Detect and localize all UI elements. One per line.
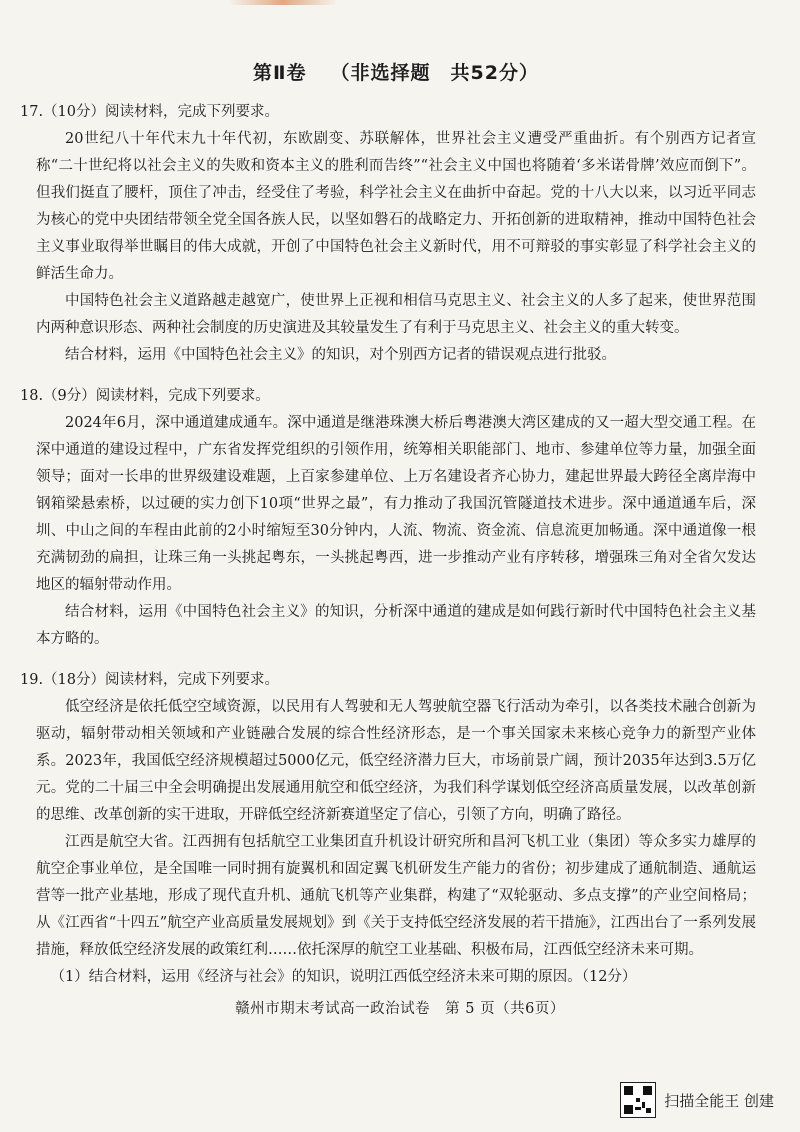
question-17 xyxy=(20,99,756,369)
top-edge-stain xyxy=(228,0,338,5)
qr-code-icon xyxy=(620,1082,656,1118)
material-paragraph: 20世纪八十年代末九十年代初，东欧剧变、苏联解体，世界社会主义遭受严重曲折。有个别西方记者宣称“二十世纪将以社会主义的失败和资本主义的胜利而告终”“社会主义中国也将随着‘多米诺骨牌’效应而倒下”。但我们挺直了腰杆，顶住了冲击，经受住了考验，科学社会主义在曲折中奋起。党的十八大以来，以习近平同志为核心的党中央团结带领全党全国各族人民，以坚如磐石的战略定力、开拓创新的进取精神，推动中国特色社会主义事业取得举世瞩目的伟大成就，开创了中国特色社会主义新时代，用不可辩驳的事实彰显了科学社会主义的鲜活生命力。 xyxy=(36,131,756,282)
question-18 xyxy=(20,383,756,653)
question-19 xyxy=(20,667,756,991)
section-part: 第Ⅱ卷 xyxy=(253,62,307,84)
question-prompt: 结合材料，运用《中国特色社会主义》的知识，分析深中通道的建成是如何践行新时代中国特色社会主义基本方略的。 xyxy=(36,604,756,647)
material-paragraph: 中国特色社会主义道路越走越宽广，使世界上正视和相信马克思主义、社会主义的人多了起来，使世界范围内两种意识形态、两种社会制度的历史演进及其较量发生了有利于马克思主义、社会主义的重大转变。 xyxy=(36,293,756,336)
section-desc: （非选择题 共52分） xyxy=(330,62,539,84)
page-footer: 赣州市期末考试高一政治试卷 第 5 页（共6页） xyxy=(235,1001,565,1017)
material-paragraph: 2024年6月，深中通道建成通车。深中通道是继港珠澳大桥后粤港澳大湾区建成的又一超大型交通工程。在深中通道的建设过程中，广东省发挥党组织的引领作用，统筹相关职能部门、地市、参建单位等力量，加强全面领导；面对一长串的世界级建设难题，上百家参建单位、上万名建设者齐心协力，建起世界最大跨径全离岸海中钢箱梁悬索桥，以过硬的实力创下10项“世界之最”，有力推动了我国沉管隧道技术进步。深中通道通车后，深圳、中山之间的车程由此前的2小时缩短至30分钟内，人流、物流、资金流、信息流更加畅通。深中通道像一根充满韧劲的扁担，让珠三角一头挑起粤东，一头挑起粤西，进一步推动产业有序转移，增强珠三角对全省欠发达地区的辐射带动作用。 xyxy=(36,415,756,593)
exam-page xyxy=(20,58,756,1005)
material-paragraph: 低空经济是依托低空空域资源，以民用有人驾驶和无人驾驶航空器飞行活动为牵引，以各类技术融合创新为驱动，辐射带动相关领域和产业链融合发展的综合性经济形态，是一个事关国家未来核心竞争力的新型产业体系。2023年，我国低空经济规模超过5000亿元，低空经济潜力巨大，市场前景广阔，预计2035年达到3.5万亿元。党的二十届三中全会明确提出发展通用航空和低空经济，为我们科学谋划低空经济高质量发展，以改革创新的思维、改革创新的实干进取，开辟低空经济新赛道坚定了信心，引领了方向，明确了路径。 xyxy=(36,699,756,823)
sub-question: （1）结合材料，运用《经济与社会》的知识，说明江西低空经济未来可期的原因。（12分） xyxy=(50,969,637,985)
question-heading: 17.（10分）阅读材料，完成下列要求。 xyxy=(20,104,280,120)
question-heading: 19.（18分）阅读材料，完成下列要求。 xyxy=(20,672,280,688)
scanner-label: 扫描全能王 创建 xyxy=(664,1091,774,1110)
scanner-watermark xyxy=(620,1082,774,1118)
material-paragraph: 江西是航空大省。江西拥有包括航空工业集团直升机设计研究所和昌河飞机工业（集团）等众多实力雄厚的航空企事业单位，是全国唯一同时拥有旋翼机和固定翼飞机研发生产能力的省份；初步建成了通航制造、通航运营等一批产业基地，形成了现代直升机、通航飞机等产业集群，构建了“双轮驱动、多点支撑”的产业空间格局；从《江西省“十四五”航空产业高质量发展规划》到《关于支持低空经济发展的若干措施》，江西出台了一系列发展措施，释放低空经济发展的政策红利……依托深厚的航空工业基础、积极布局，江西低空经济未来可期。 xyxy=(36,834,756,958)
question-prompt: 结合材料，运用《中国特色社会主义》的知识，对个别西方记者的错误观点进行批驳。 xyxy=(65,347,616,363)
section-title xyxy=(36,58,756,85)
question-heading: 18.（9分）阅读材料，完成下列要求。 xyxy=(20,388,270,404)
